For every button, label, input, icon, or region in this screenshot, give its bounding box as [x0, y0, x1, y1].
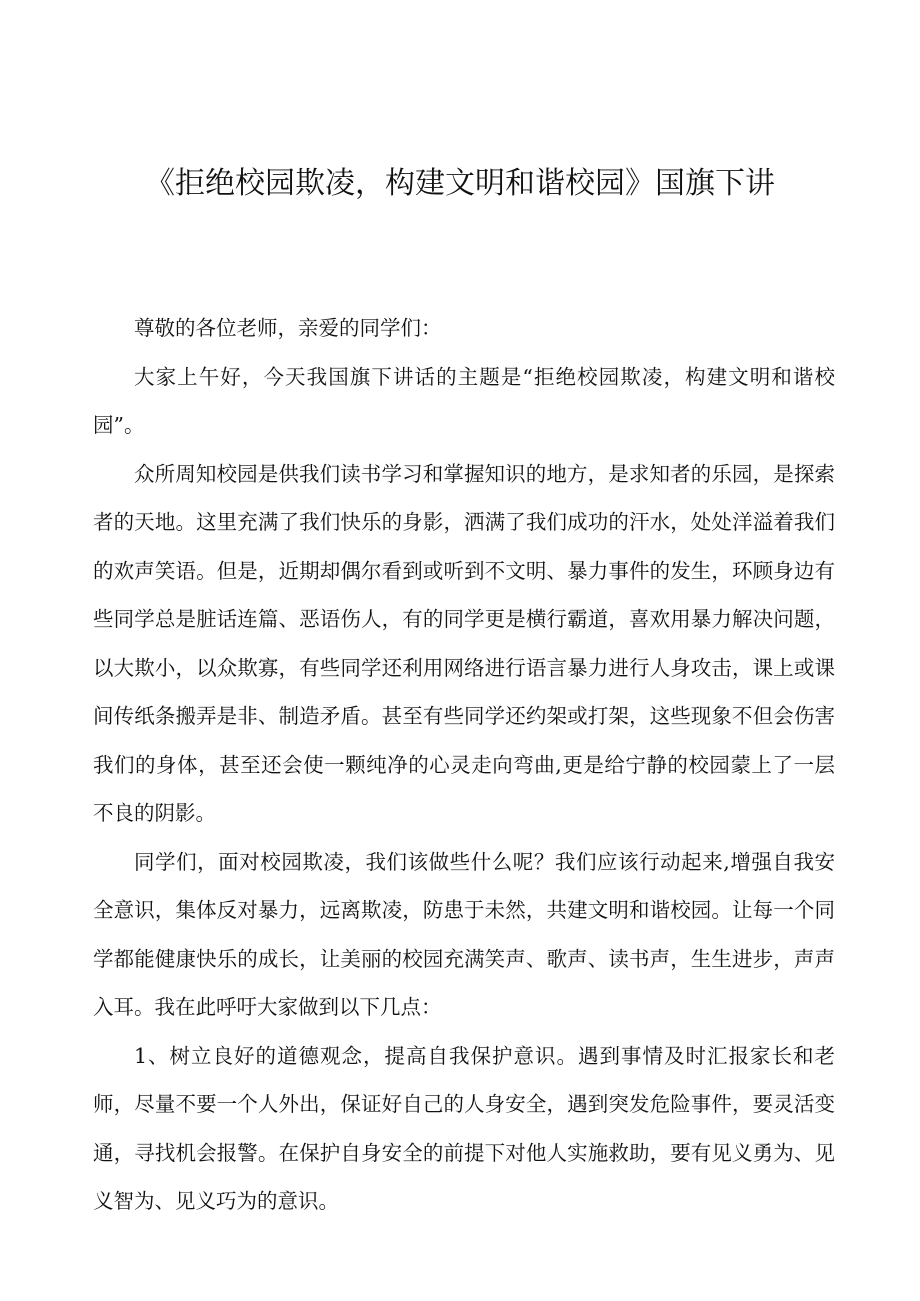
paragraph: 大家上午好，今天我国旗下讲话的主题是“拒绝校园欺凌，构建文明和谐校园”。: [93, 364, 835, 437]
salutation: 尊敬的各位老师，亲爱的同学们：: [134, 316, 442, 340]
document-title: 《拒绝校园欺凌，构建文明和谐校园》国旗下讲: [145, 166, 775, 201]
paragraph: 1、树立良好的道德观念，提高自我保护意识。遇到事情及时汇报家长和老师，尽量不要一个人外出，保证好自己的人身安全，遇到突发危险事件，要灵活变通，寻找机会报警。在保护自身安全的前提下对他人实施救助，要有见义勇为、见义智为、见义巧为的意识。: [93, 1043, 835, 1213]
paragraph: 众所周知校园是供我们读书学习和掌握知识的地方，是求知者的乐园，是探索者的天地。这里充满了我们快乐的身影，洒满了我们成功的汗水，处处洋溢着我们的欢声笑语。但是，近期却偶尔看到或听到不文明、暴力事件的发生，环顾身边有些同学总是脏话连篇、恶语伤人，有的同学更是横行霸道，喜欢用暴力解决问题，以大欺小，以众欺寡，有些同学还利用网络进行语言暴力进行人身攻击，课上或课间传纸条搬弄是非、制造矛盾。甚至有些同学还约架或打架，这些现象不但会伤害我们的身体，甚至还会使一颗纯净的心灵走向弯曲,更是给宁静的校园蒙上了一层不良的阴影。: [93, 461, 835, 825]
paragraph: 同学们，面对校园欺凌，我们该做些什么呢？我们应该行动起来,增强自我安全意识，集体反对暴力，远离欺凌，防患于未然，共建文明和谐校园。让每一个同学都能健康快乐的成长，让美丽的校园充满笑声、歌声、读书声，生生进步，声声入耳。我在此呼吁大家做到以下几点：: [93, 849, 835, 1019]
document-body: [93, 304, 835, 1226]
